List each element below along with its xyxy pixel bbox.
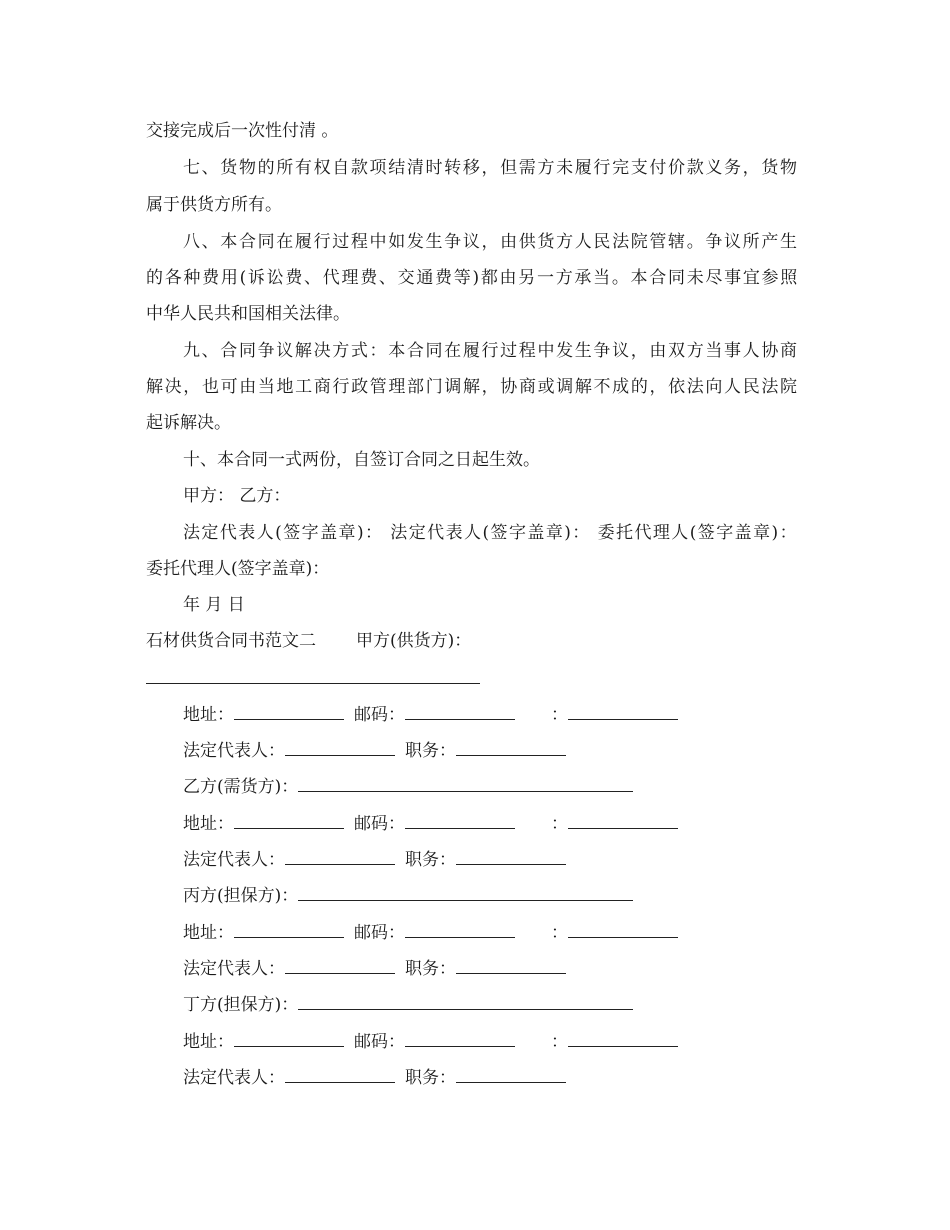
colon-label: ： — [551, 1032, 568, 1052]
position-label: 职务： — [405, 959, 456, 979]
legal-rep-label: 法定代表人： — [183, 850, 285, 870]
colon-label: ： — [551, 705, 568, 725]
phone-blank — [568, 921, 678, 938]
party-b-address-row — [183, 812, 678, 834]
legal-rep-blank — [285, 848, 395, 865]
party-d-name-blank — [298, 993, 633, 1010]
position-label: 职务： — [405, 1068, 456, 1088]
legal-rep-label: 法定代表人： — [183, 959, 285, 979]
party-a-address-row — [183, 703, 678, 725]
position-label: 职务： — [405, 741, 456, 761]
postcode-blank — [405, 921, 515, 938]
position-label: 职务： — [405, 850, 456, 870]
signature-representatives-line-2: 委托代理人(签字盖章)： — [146, 559, 330, 579]
party-a-label: 甲方(供货方)： — [356, 631, 472, 651]
postcode-label: 邮码： — [354, 1032, 405, 1052]
phone-blank — [568, 703, 678, 720]
legal-rep-blank — [285, 739, 395, 756]
party-d-rep-row — [183, 1066, 566, 1088]
colon-label: ： — [551, 814, 568, 834]
legal-rep-label: 法定代表人： — [183, 741, 285, 761]
signature-representatives-line-1: 法定代表人(签字盖章)： 法定代表人(签字盖章)： 委托代理人(签字盖章)： — [183, 523, 799, 543]
address-blank — [234, 1030, 344, 1047]
party-d-label: 丁方(担保方)： — [183, 995, 299, 1015]
clause-8-line-3: 中华人民共和国相关法律。 — [146, 304, 350, 324]
clause-7-line-2: 属于供货方所有。 — [146, 195, 282, 215]
postcode-label: 邮码： — [354, 923, 405, 943]
party-c-label: 丙方(担保方)： — [183, 886, 299, 906]
address-blank — [234, 703, 344, 720]
address-label: 地址： — [183, 923, 234, 943]
postcode-blank — [405, 703, 515, 720]
address-label: 地址： — [183, 705, 234, 725]
address-blank — [234, 812, 344, 829]
postcode-blank — [405, 1030, 515, 1047]
postcode-blank — [405, 812, 515, 829]
phone-blank — [568, 1030, 678, 1047]
party-b-row — [183, 775, 633, 797]
legal-rep-blank — [285, 957, 395, 974]
legal-rep-blank — [285, 1066, 395, 1083]
form-header — [146, 630, 471, 652]
phone-blank — [568, 812, 678, 829]
position-blank — [456, 957, 566, 974]
legal-rep-label: 法定代表人： — [183, 1068, 285, 1088]
party-c-address-row — [183, 921, 678, 943]
address-blank — [234, 921, 344, 938]
party-c-name-blank — [298, 884, 633, 901]
party-c-row — [183, 884, 633, 906]
signature-date: 年 月 日 — [183, 595, 245, 615]
party-d-address-row — [183, 1030, 678, 1052]
party-b-name-blank — [298, 775, 633, 792]
clause-8-line-2: 的各种费用(诉讼费、代理费、交通费等)都由另一方承当。本合同未尽事宜参照 — [146, 268, 799, 288]
party-a-name-blank — [146, 683, 480, 684]
party-b-rep-row — [183, 848, 566, 870]
party-d-row — [183, 993, 633, 1015]
party-b-label: 乙方(需货方)： — [183, 777, 299, 797]
postcode-label: 邮码： — [354, 705, 405, 725]
position-blank — [456, 1066, 566, 1083]
position-blank — [456, 739, 566, 756]
address-label: 地址： — [183, 814, 234, 834]
postcode-label: 邮码： — [354, 814, 405, 834]
address-label: 地址： — [183, 1032, 234, 1052]
colon-label: ： — [551, 923, 568, 943]
clause-7-line-1: 七、货物的所有权自款项结清时转移，但需方未履行完支付价款义务，货物 — [183, 158, 799, 178]
position-blank — [456, 848, 566, 865]
party-a-rep-row — [183, 739, 566, 761]
document-title: 石材供货合同书范文二 — [146, 631, 316, 651]
party-c-rep-row — [183, 957, 566, 979]
signature-parties: 甲方： 乙方： — [183, 486, 291, 506]
clause-9-line-2: 解决，也可由当地工商行政管理部门调解，协商或调解不成的，依法向人民法院 — [146, 377, 799, 397]
clause-9-line-3: 起诉解决。 — [146, 413, 231, 433]
clause-10: 十、本合同一式两份，自签订合同之日起生效。 — [183, 450, 540, 470]
clause-9-line-1: 九、合同争议解决方式：本合同在履行过程中发生争议，由双方当事人协商 — [183, 341, 799, 361]
clause-8-line-1: 八、本合同在履行过程中如发生争议，由供货方人民法院管辖。争议所产生 — [183, 232, 799, 252]
clause-6-tail: 交接完成后一次性付清 。 — [146, 121, 339, 141]
